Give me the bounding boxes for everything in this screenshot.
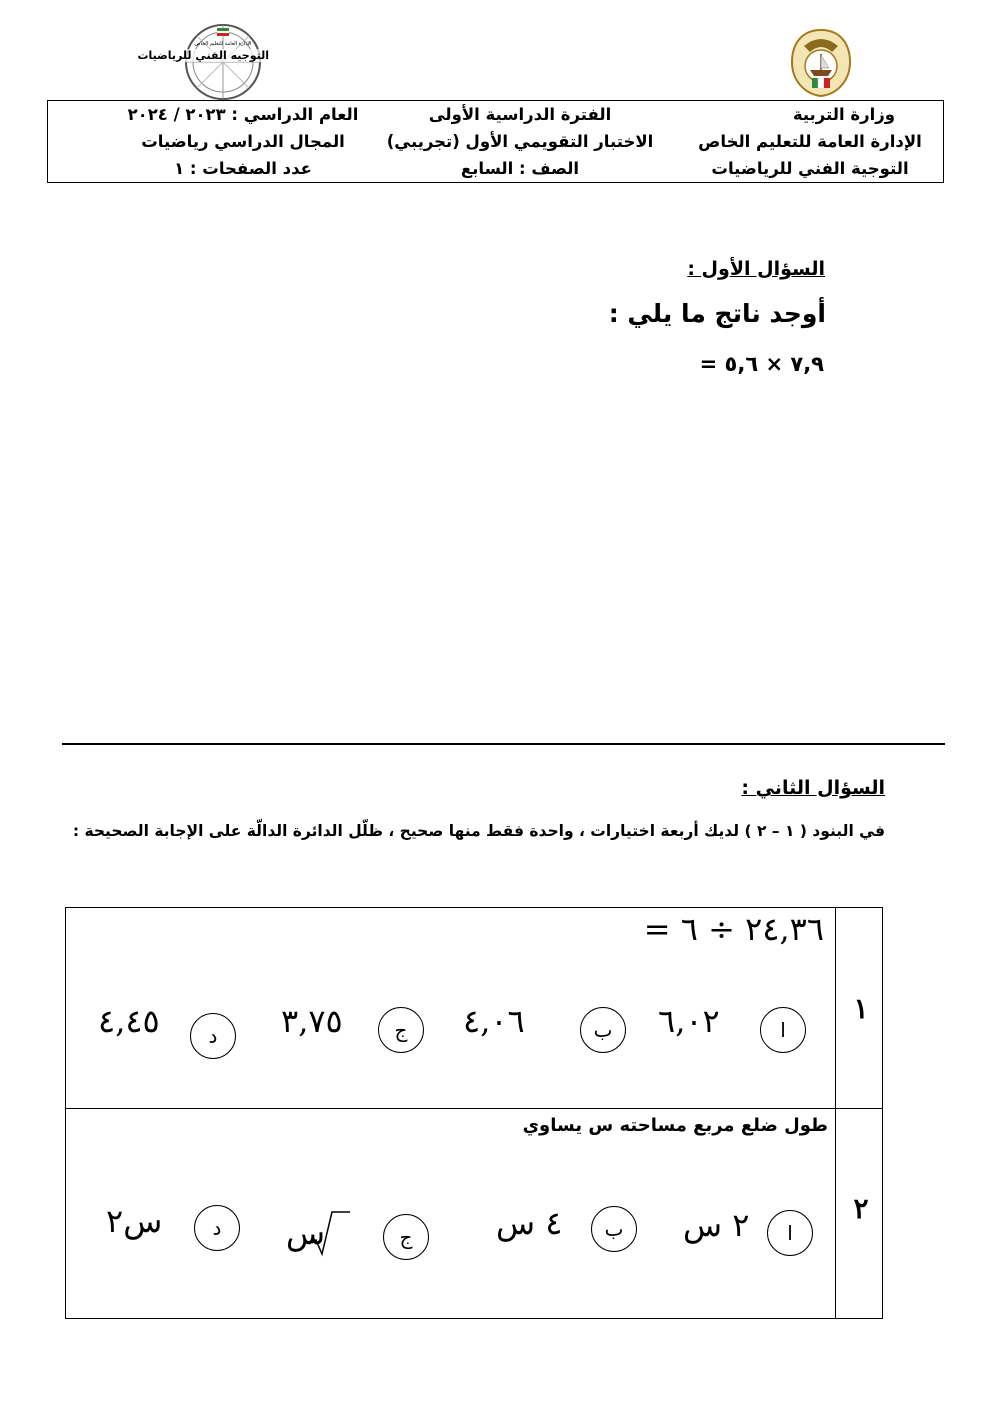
header-ministry-column [695,101,925,182]
header-info-box [47,100,944,183]
option-circle-c[interactable]: ج [383,1214,429,1260]
option-circle-d[interactable]: د [194,1205,240,1251]
option-value: ٢ س [683,1206,750,1244]
question2-instruction: في البنود ( ١ – ٢ ) لديك أربعة اختيارات ، واحدة فقط منها صحيح ، ظلّل الدائرة الدالّة على الإجابة الصحيحة : [72,822,885,840]
item-number: ٢ [853,1192,869,1225]
section-divider [62,743,945,745]
semester-label: الفترة الدراسية الأولى [428,105,612,124]
guidance-name: التوجية الفني للرياضيات [711,159,909,178]
header-exam-column [370,101,670,182]
guidance-logo-subtitle: الإدارة العامة للتعليم الخاص [194,41,252,47]
page-count: عدد الصفحات : ١ [174,159,312,178]
guidance-logo-text: التوجيه الفني للرياضيات [137,49,269,62]
department-name: الإدارة العامة للتعليم الخاص [698,132,922,151]
option-value: ٤ س [496,1204,563,1242]
option-circle-a[interactable]: ا [767,1210,813,1256]
academic-year: العام الدراسي : ٢٠٢٣ / ٢٠٢٤ [127,105,359,124]
table-column-divider [835,908,836,1318]
header-year-column [88,101,398,182]
option-value: س٢ [106,1202,163,1240]
subject-field: المجال الدراسي رياضيات [141,132,345,151]
guidance-logo [137,22,269,102]
item-number: ١ [853,992,869,1025]
option-value: ٤,٠٦ [463,1002,525,1040]
option-value: ٦,٠٢ [658,1002,720,1040]
option-circle-b[interactable]: ب [591,1206,637,1252]
option-circle-c[interactable]: ج [378,1007,424,1053]
option-circle-a[interactable]: ا [760,1007,806,1053]
option-value: ٤,٤٥ [98,1002,160,1040]
grade-label: الصف : السابع [460,159,580,178]
option-circle-d[interactable]: د [190,1013,236,1059]
ministry-name: وزارة التربية [792,105,895,124]
option-value: س [286,1214,326,1252]
option-circle-b[interactable]: ب [580,1007,626,1053]
question1-expression: ٧,٩ × ٥,٦ = [699,352,824,376]
exam-title: الاختبار التقويمي الأول (تجريبي) [386,132,654,151]
question1-title: السؤال الأول : [687,258,825,280]
table-row-divider [66,1108,882,1109]
item-stem: طول ضلع مربع مساحته س يساوي [522,1115,828,1136]
question1-instruction: أوجد ناتج ما يلي : [608,299,826,328]
question2-title: السؤال الثاني : [741,777,885,799]
option-value: ٣,٧٥ [281,1002,343,1040]
item-stem: ٢٤,٣٦ ÷ ٦ = [643,910,824,948]
multiple-choice-table [65,907,883,1319]
kuwait-emblem [788,26,854,100]
